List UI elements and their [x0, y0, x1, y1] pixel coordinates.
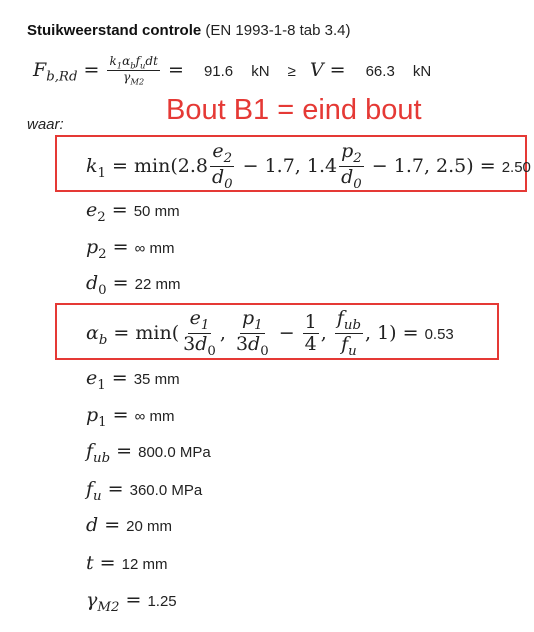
param-p1: $p_1$ = ∞ mm [86, 404, 175, 430]
section-title [27, 22, 350, 39]
param-gamma: $\gamma_{M2} = 1.25$ [86, 589, 177, 615]
alpha-formula: $\alpha_b = \min$( $\frac{e_1}{3d_0}$ , $\frac{p_1}{3d_0}$ − $\frac{1}{4}$ , $\frac{f_{ub}}{f_u}$ , 1) = 0.53 [86, 307, 454, 359]
k1-formula: $k_1 = \min(2.8$ $\frac{e_2}{d_0}$ − 1.7, 1.4 $\frac{p_2}{d_0}$ − 1.7, 2.5) = 2.50 [86, 140, 531, 192]
param-d0: $d_0 = 22$ mm [86, 272, 181, 298]
k1-result: 2.50 [501, 159, 531, 177]
unit-kn-1: kN [251, 62, 270, 80]
compare-sign: ≥ [287, 62, 296, 80]
resistance-formula: $F_{b,Rd}$ = $\frac{k_1\alpha_bf_udt}{\gamma_{M2}}$ = 91.6 kN ≥ V = 66.3 kN [33, 54, 432, 87]
unit-kn-2: kN [412, 62, 432, 80]
param-d: d = 20 mm [86, 514, 173, 536]
param-e1: $e_1 = 35$ mm [86, 367, 180, 393]
fb-value: 91.6 [203, 62, 234, 80]
waar-label: waar: [27, 116, 64, 133]
param-fub: $f_{ub} = 800.0$ MPa [86, 440, 211, 466]
title-suffix: (EN 1993-1-8 tab 3.4) [205, 22, 351, 39]
alpha-result: 0.53 [424, 326, 454, 344]
title-bold: Stuikweerstand controle [27, 22, 202, 39]
param-t: t = 12 mm [86, 552, 168, 574]
param-p2: $p_2$ = ∞ mm [86, 236, 175, 262]
param-e2: $e_2 = 50$ mm [86, 199, 180, 225]
annotation-text: Bout B1 = eind bout [166, 94, 422, 126]
param-fu: $f_u = 360.0$ MPa [86, 478, 203, 504]
v-value: 66.3 [365, 62, 395, 80]
